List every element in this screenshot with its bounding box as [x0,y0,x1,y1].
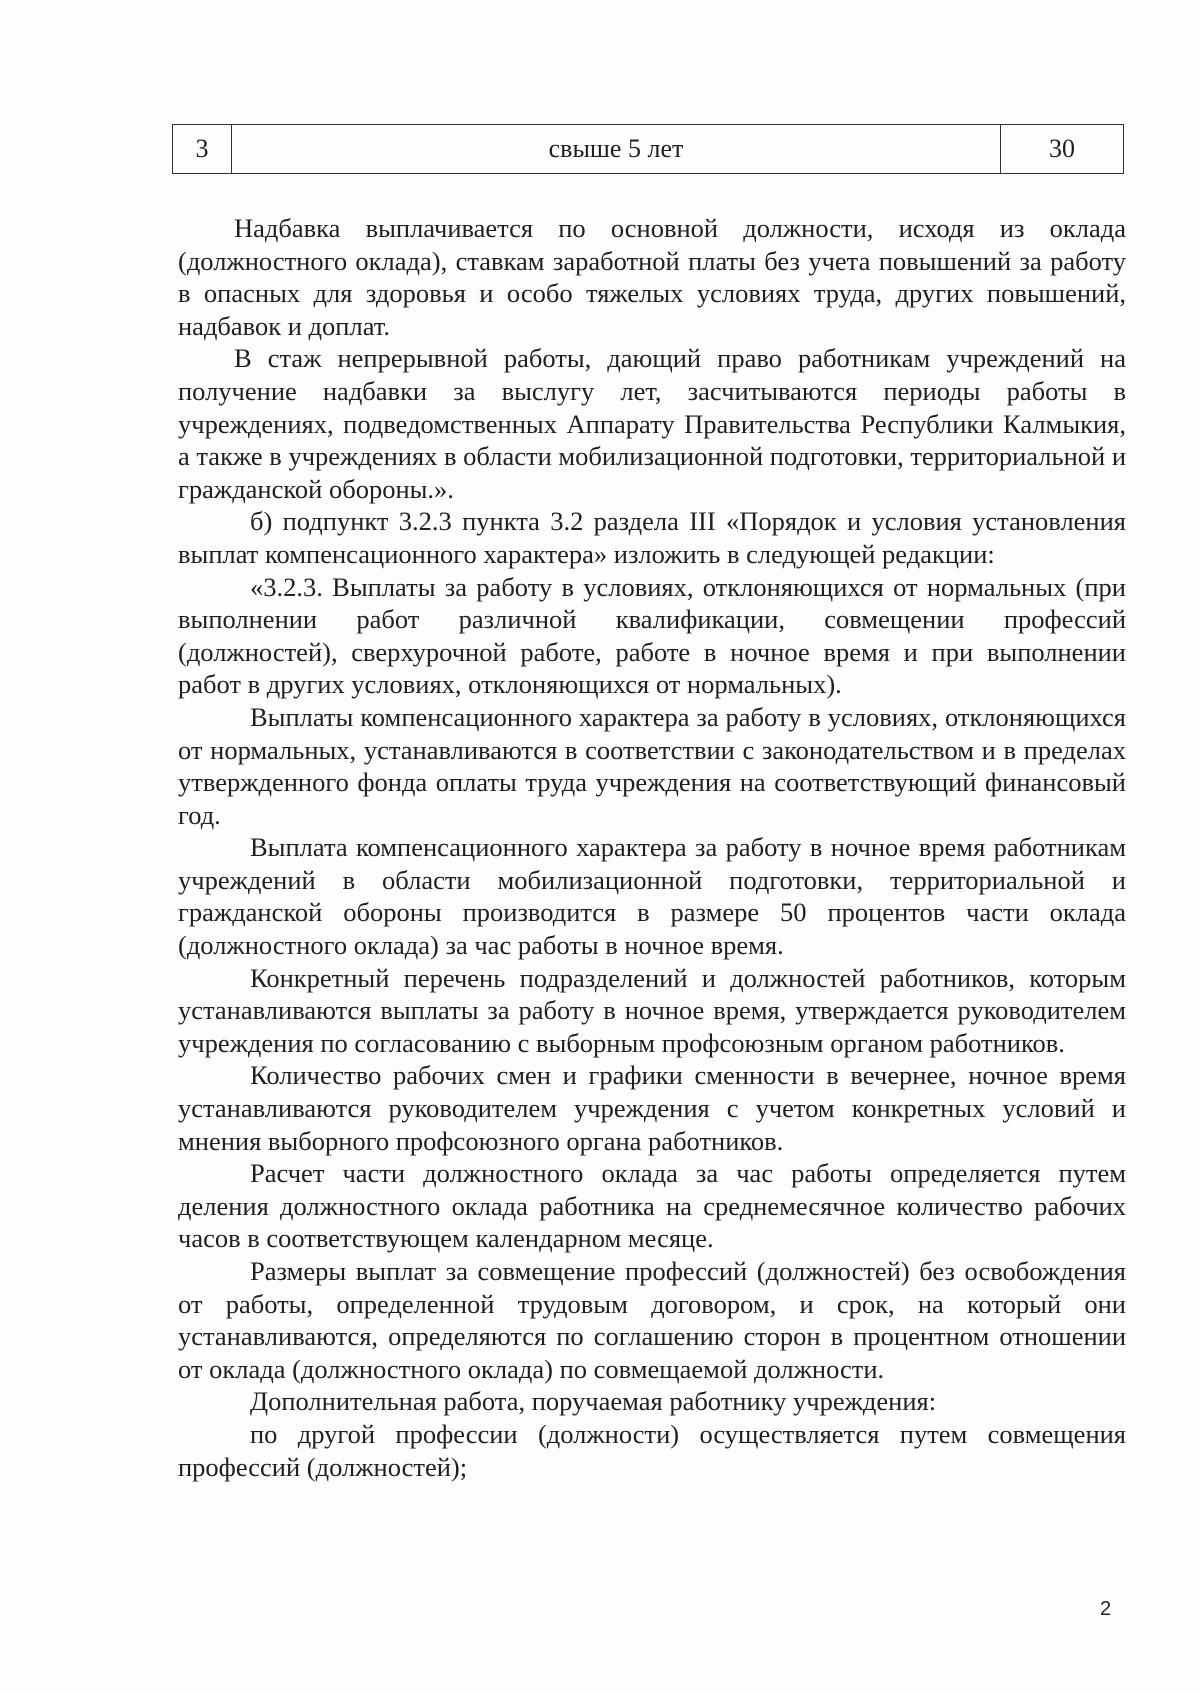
table-row [173,125,1124,174]
paragraph: б) подпункт 3.2.3 пункта 3.2 раздела III «Порядок и условия установления выплат компенсационного характера» изложить в следующей редакции: [178,506,1126,569]
row-number-cell: 3 [173,125,232,174]
paragraph: по другой профессии (должности) осуществляется путем совмещения профессий (должностей); [178,1418,1126,1482]
paragraph: Дополнительная работа, поручаемая работнику учреждения: [250,1386,937,1417]
paragraph: Надбавка выплачивается по основной должности, исходя из оклада (должностного оклада), ставкам заработной платы без учета повышений за работу в опасных для здоровья и особо тяжелых условиях труда, других повышений, надбавок и доплат. [178,213,1126,341]
row-value-cell: 30 [1001,125,1124,174]
paragraph: В стаж непрерывной работы, дающий право работникам учреждений на получение надбавки за выслугу лет, засчитываются периоды работы в учреждениях, подведомственных Аппарату Правительства Республики Калмыкия, а также в учреждениях в области мобилизационной подготовки, территориальной и гражданской обороны.». [178,343,1126,504]
body-text [178,212,1126,1483]
paragraph: Расчет части должностного оклада за час работы определяется путем деления должностного оклада работника на среднемесячное количество рабочих часов в соответствующем календарном месяце. [178,1158,1126,1254]
paragraph: Количество рабочих смен и графики сменности в вечернее, ночное время устанавливаются руководителем учреждения с учетом конкретных условий и мнения выборного профсоюзного органа работников. [178,1060,1126,1156]
paragraph: Размеры выплат за совмещение профессий (должностей) без освобождения от работы, определенной трудовым договором, и срок, на который они устанавливаются, определяются по соглашению сторон в процентном отношении от оклада (должностного оклада) по совмещаемой должности. [178,1256,1126,1384]
page-number: 2 [1100,1598,1112,1620]
row-description-cell: свыше 5 лет [232,125,1001,174]
paragraph: «3.2.3. Выплаты за работу в условиях, отклоняющихся от нормальных (при выполнении работ различной квалификации, совмещении профессий (должностей), сверхурочной работе, работе в ночное время и при выполнении работ в других условиях, отклоняющихся от нормальных). [178,571,1126,700]
paragraph: Конкретный перечень подразделений и должностей работников, которым устанавливаются выплаты за работу в ночное время, утверждается руководителем учреждения по согласованию с выборным профсоюзным органом работников. [178,962,1126,1058]
paragraph: Выплаты компенсационного характера за работу в условиях, отклоняющихся от нормальных, устанавливаются в соответствии с законодательством и в пределах утвержденного фонда оплаты труда учреждения на соответствующий финансовый год. [178,701,1126,830]
seniority-table [172,124,1124,174]
paragraph: Выплата компенсационного характера за работу в ночное время работникам учреждений в области мобилизационной подготовки, территориальной и гражданской обороны производится в размере 50 процентов части оклада (должностного оклада) за час работы в ночное время. [178,832,1126,961]
